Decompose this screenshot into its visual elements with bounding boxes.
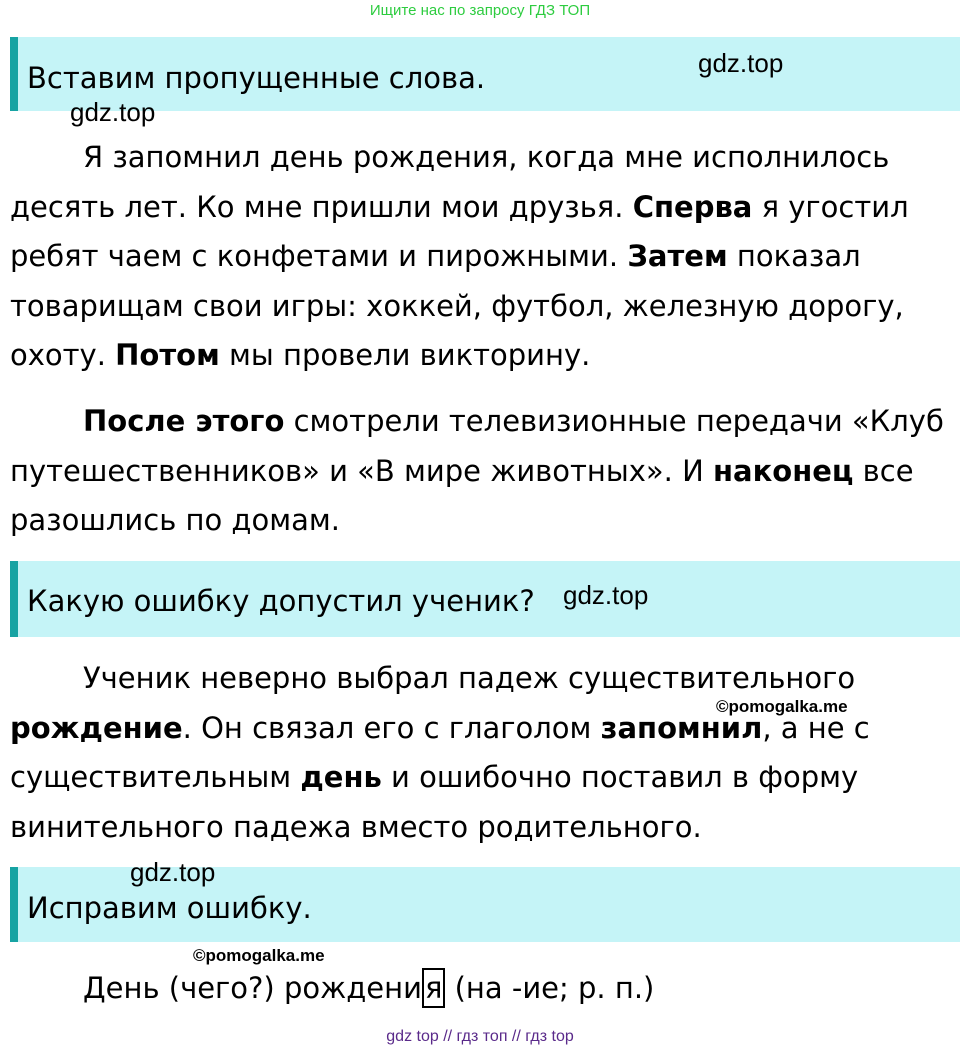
watermark-gdz: gdz.top [130,857,216,887]
text-run: , а не с существительным [10,710,870,794]
text-run: День (чего?) рождени [83,971,422,1005]
watermark-pomogalka: ©pomogalka.me [193,946,325,965]
inserted-word: наконец [713,453,854,488]
key-word: день [300,760,382,794]
text-run: Ученик неверно выбрал падеж существительного [83,661,856,695]
word-ending-box: я [422,968,445,1008]
paragraph-explanation [10,654,950,852]
section-header-text: Исправим ошибку. [27,891,312,925]
text-run: . Он связал его с глаголом [182,710,601,745]
key-word: рождение [10,710,183,745]
watermark-gdz: gdz.top [698,48,784,78]
paragraph-story-part2 [10,397,950,546]
key-word: запомнил [600,710,763,745]
text-run: смотрели телевизионные передачи «Клуб путешественников» и «В мире животных». И [10,404,944,488]
text-run: я угостил ребят чаем с конфетами и пирожными. [10,189,909,273]
paragraph-story-part1 [10,133,950,381]
section-header-text: Какую ошибку допустил ученик? [27,584,535,618]
text-run: и ошибочно поставил в форму винительного падежа вместо родительного. [10,760,859,844]
text-run: Я запомнил день рождения, когда мне исполнилось десять лет. Ко мне пришли мои друзья. [10,140,890,224]
section-header-text: Вставим пропущенные слова. [27,61,486,95]
section-header-mistake [10,561,960,637]
inserted-word: Сперва [632,189,753,224]
watermark-gdz: gdz.top [563,580,649,610]
footer-links: gdz top // гдз топ // гдз top [386,1028,574,1045]
search-hint-banner: Ищите нас по запросу ГДЗ ТОП [369,2,591,19]
text-run: все разошлись по домам. [10,453,914,537]
watermark-pomogalka: ©pomogalka.me [716,697,848,716]
watermark-gdz: gdz.top [70,97,156,127]
text-run: (на -ие; р. п.) [445,971,655,1005]
inserted-word: После этого [83,404,285,438]
paragraph-correction [10,964,950,1014]
text-run: показал товарищам свои игры: хоккей, футбол, железную дорогу, охоту. [10,239,904,372]
inserted-word: Затем [627,239,728,273]
inserted-word: Потом [115,338,220,372]
text-run: мы провели викторину. [219,338,591,372]
